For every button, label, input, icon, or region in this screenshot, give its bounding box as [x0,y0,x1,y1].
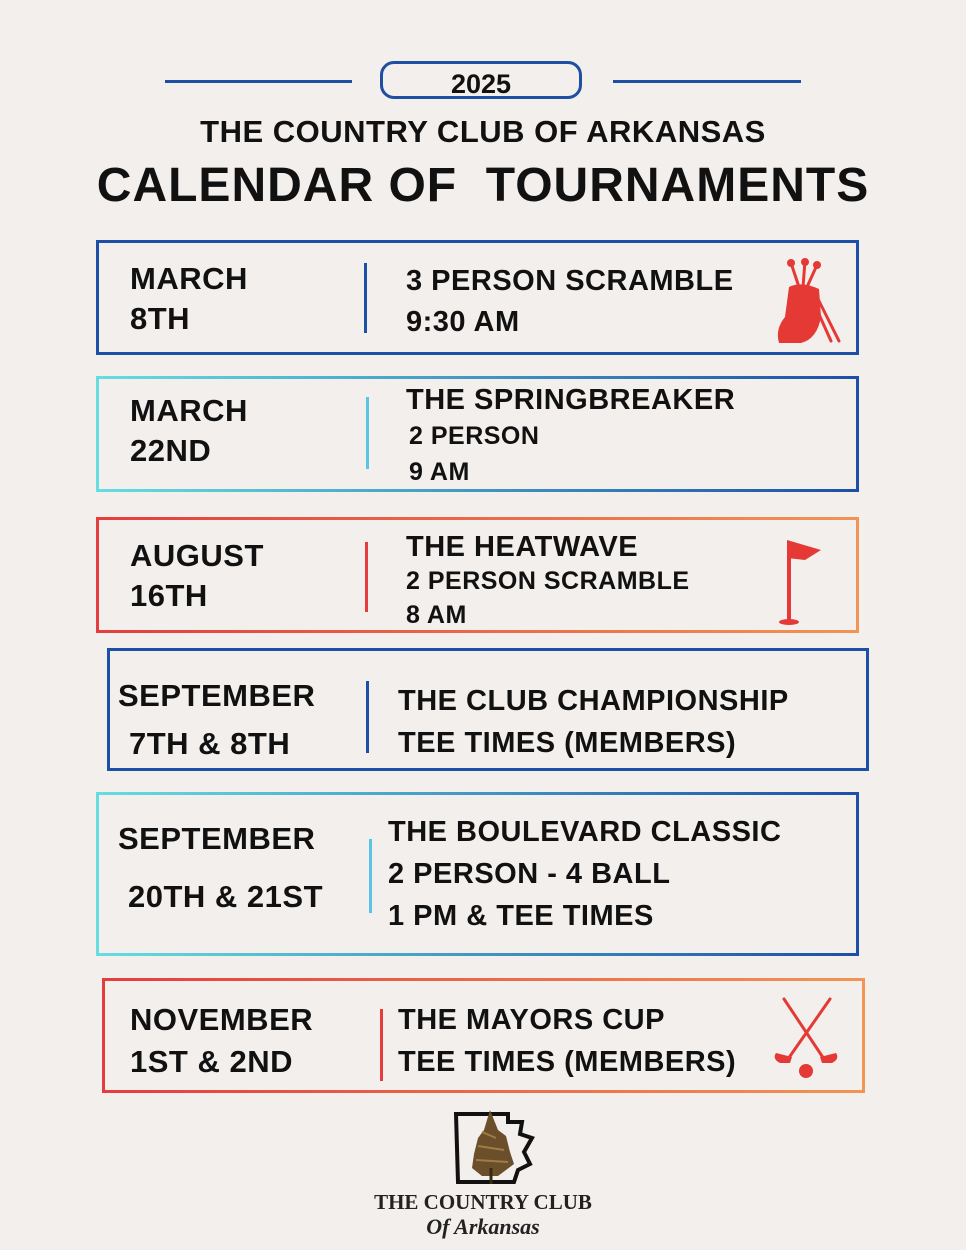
event-time: 8 AM [406,601,467,629]
event-divider [366,397,369,469]
event-date [130,391,248,471]
event-date-month: SEPTEMBER [118,821,316,856]
event-date-day: 8TH [130,301,191,336]
event-card-march-8 [96,240,859,355]
event-info [406,530,690,632]
event-divider [365,542,368,612]
event-date-month: AUGUST [130,538,264,573]
event-info [398,999,736,1083]
event-divider [366,681,369,753]
event-card-august-16 [96,517,859,633]
event-date-day: 7TH & 8TH [129,726,291,761]
event-name: 3 PERSON SCRAMBLE [406,265,734,297]
logo-text-line2: Of Arkansas [426,1214,540,1239]
event-date [118,675,315,771]
event-info [406,261,734,343]
event-date-day: 16TH [130,578,208,613]
header-rule-right [613,80,801,83]
event-name: THE CLUB CHAMPIONSHIP [398,685,789,717]
event-card-march-22 [96,376,859,492]
event-date-month: NOVEMBER [130,1002,314,1037]
event-divider [364,263,367,333]
event-format: 2 PERSON [409,422,540,450]
event-name: THE HEATWAVE [406,531,639,563]
arkansas-tree-logo [452,1108,538,1188]
event-date [130,536,264,616]
event-format: TEE TIMES (MEMBERS) [398,1046,737,1078]
event-date-day: 20TH & 21ST [128,879,324,914]
logo-text-line1: THE COUNTRY CLUB [374,1190,592,1214]
event-card-november-1 [102,978,865,1093]
event-date [118,817,323,933]
event-name: THE BOULEVARD CLASSIC [388,816,782,848]
event-card-september-7 [107,648,869,771]
event-date [130,999,313,1083]
event-date-month: SEPTEMBER [118,678,316,713]
event-time: 9 AM [409,458,470,486]
event-info [406,382,735,490]
event-card-september-20 [96,792,859,956]
golf-bag-icon [771,257,841,347]
event-info [388,811,781,937]
event-date-day: 22ND [130,433,212,468]
event-format: TEE TIMES (MEMBERS) [398,727,737,759]
event-name: THE MAYORS CUP [398,1004,665,1036]
year-label: 2025 [450,68,512,99]
event-date-day: 1ST & 2ND [130,1044,293,1079]
year-badge [380,61,582,99]
event-name: THE SPRINGBREAKER [406,384,736,416]
event-divider [369,839,372,913]
event-format: 2 PERSON SCRAMBLE [406,567,690,595]
event-time: 9:30 AM [406,306,520,338]
event-date-month: MARCH [130,261,248,296]
header-rule-left [165,80,352,83]
event-time: 1 PM & TEE TIMES [388,900,654,932]
club-title: THE COUNTRY CLUB OF ARKANSAS [200,114,766,149]
event-format: 2 PERSON - 4 BALL [388,858,671,890]
calendar-title: CALENDAR OF TOURNAMENTS [96,159,870,212]
crossed-clubs-icon [770,995,842,1081]
event-divider [380,1009,383,1081]
golf-flag-icon [775,536,825,630]
event-info [398,680,789,764]
event-date-month: MARCH [130,393,248,428]
event-date [130,259,248,339]
